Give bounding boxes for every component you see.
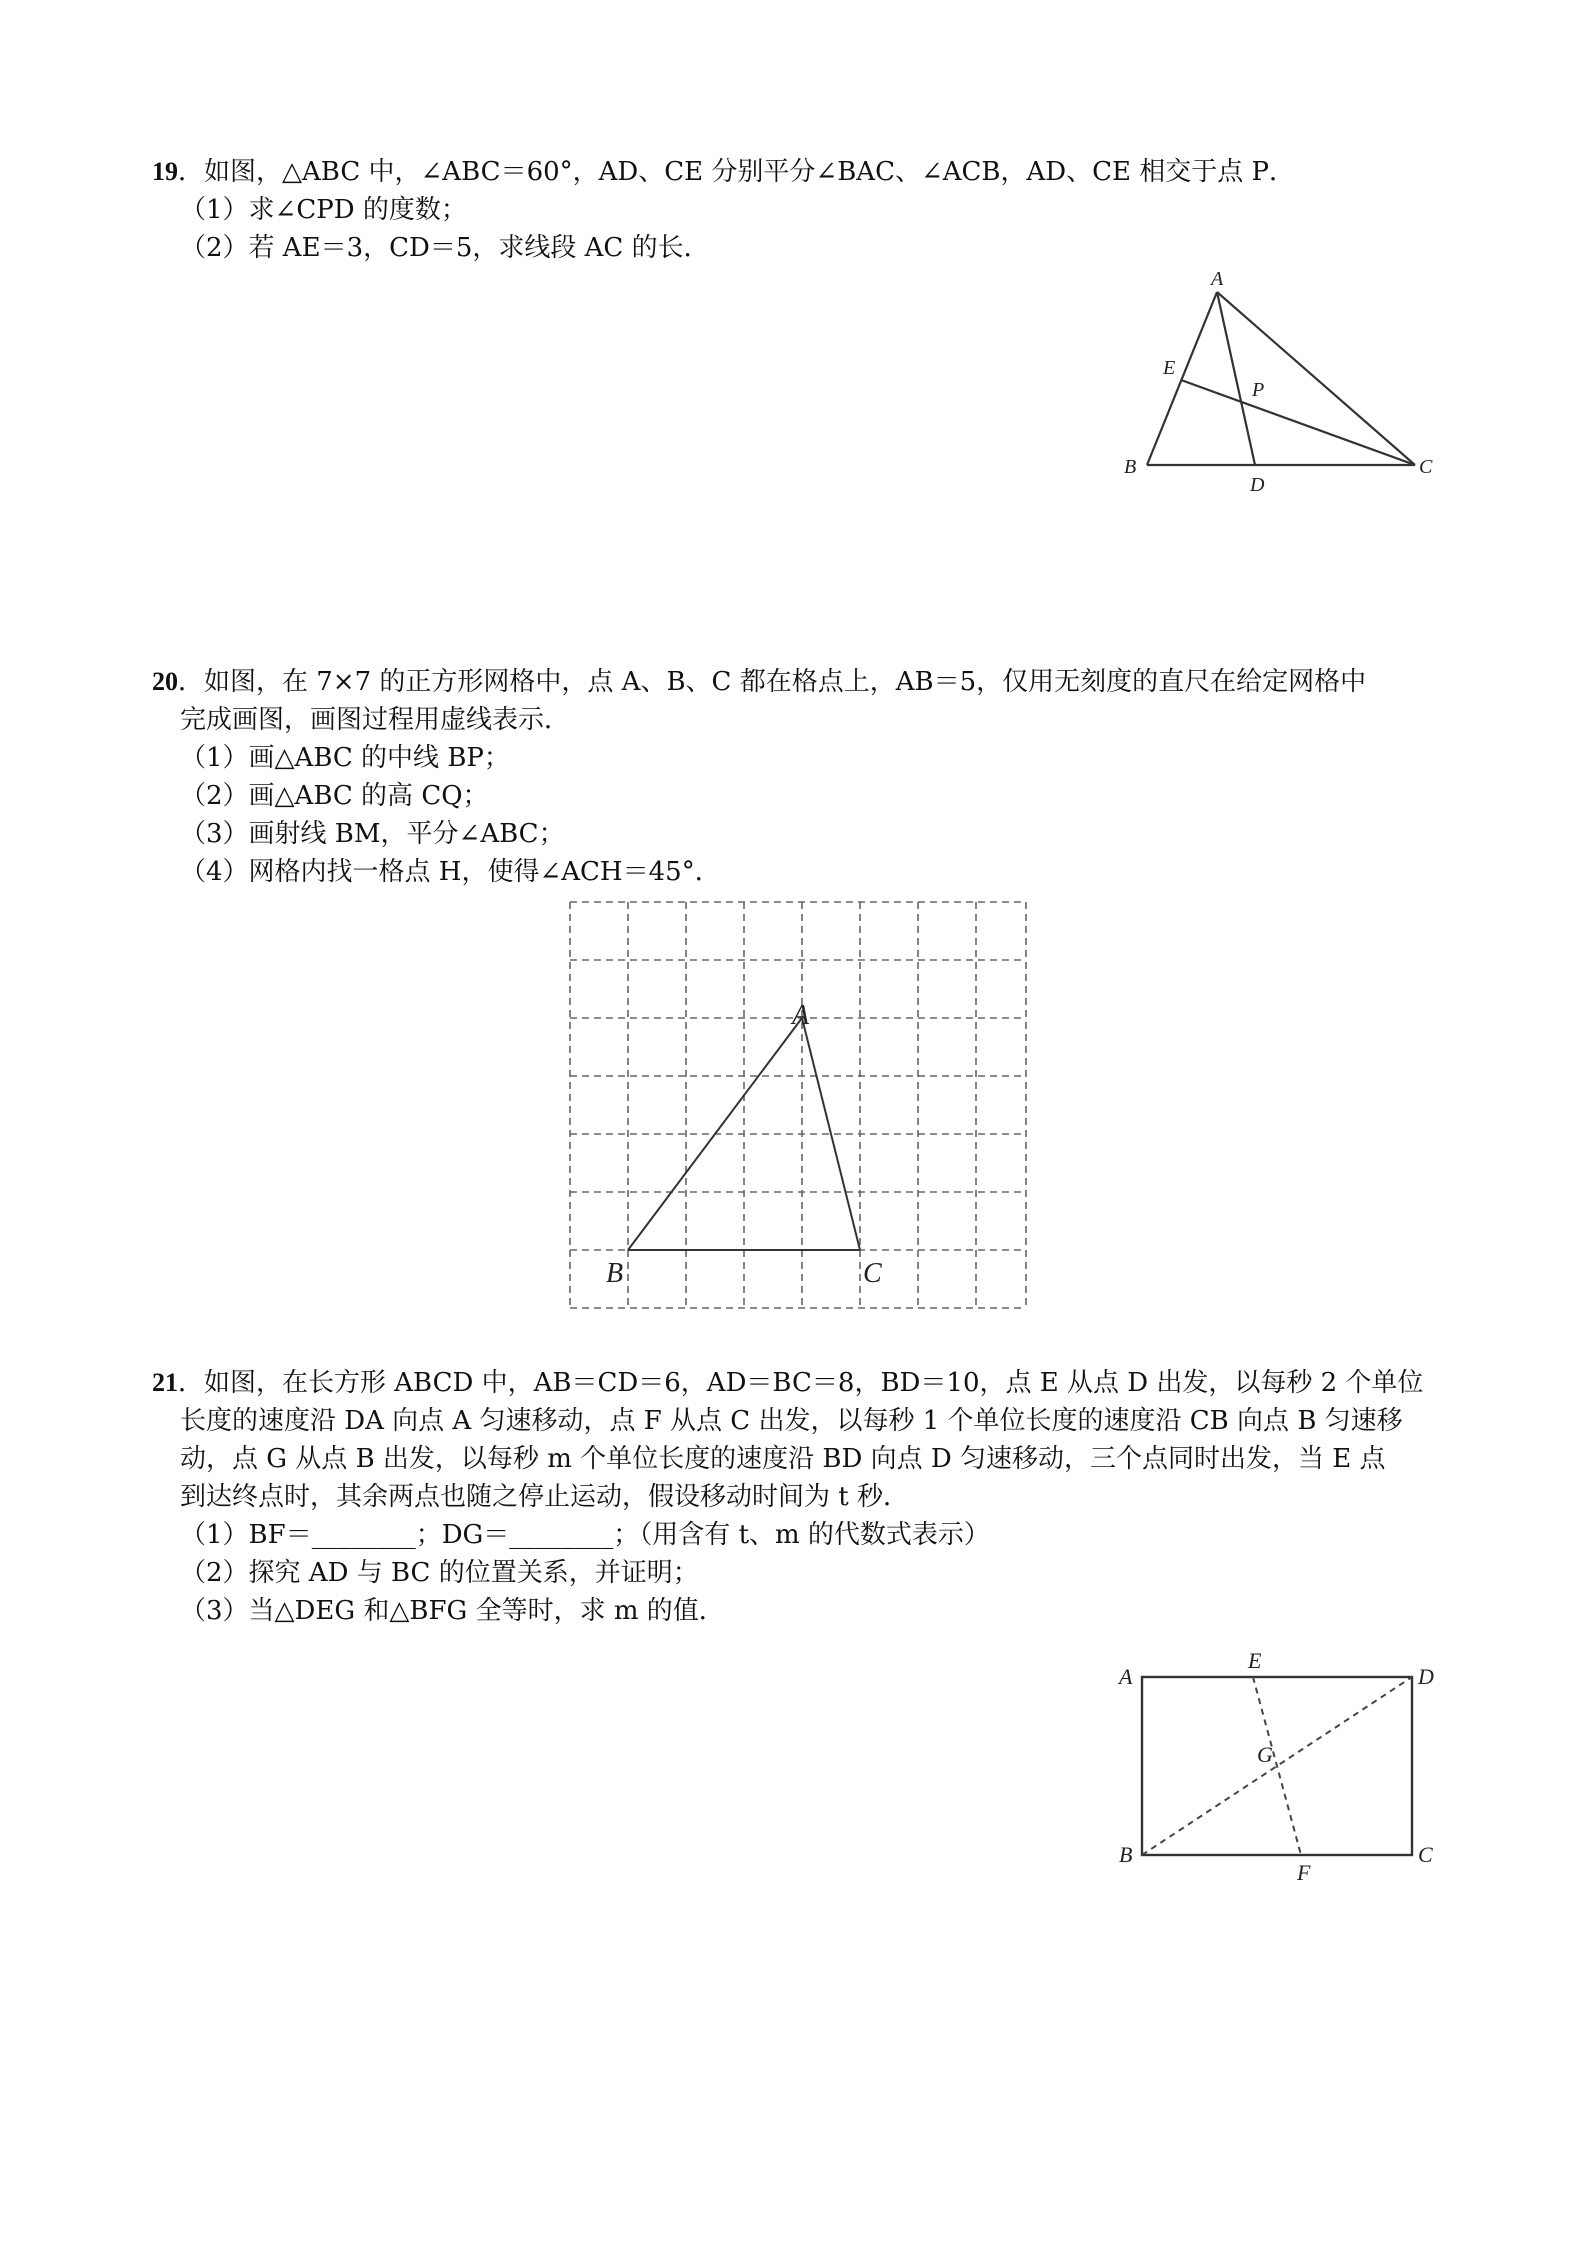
q21-part-3: （3）当△DEG 和△BFG 全等时，求 m 的值． bbox=[180, 1596, 725, 1626]
q20-number: 20 bbox=[152, 667, 178, 696]
q21-rectangle-figure bbox=[1105, 1640, 1455, 1890]
label-p: P bbox=[1252, 379, 1265, 401]
q21-part-2: （2）探究 AD 与 BC 的位置关系，并证明； bbox=[180, 1558, 699, 1588]
q19-triangle-figure bbox=[1110, 265, 1450, 505]
q19-part-2: （2）若 AE＝3，CD＝5，求线段 AC 的长． bbox=[180, 233, 710, 263]
q19-number: 19 bbox=[152, 157, 178, 186]
q20-grid-figure bbox=[560, 890, 1040, 1320]
segment-ad bbox=[1217, 292, 1255, 465]
label-d: D bbox=[1250, 474, 1265, 496]
label-g: G bbox=[1257, 1742, 1273, 1767]
q20-part-1: （1）画△ABC 的中线 BP； bbox=[180, 743, 510, 773]
label-c: C bbox=[863, 1258, 882, 1289]
label-e: E bbox=[1248, 1648, 1262, 1673]
q20-stem-line-1 bbox=[152, 664, 1366, 700]
q19-stem: ．如图，△ABC 中，∠ABC＝60°，AD、CE 分别平分∠BAC、∠ACB，AD、CE 相交于点 P． bbox=[178, 157, 1296, 187]
q20-part-4: （4）网格内找一格点 H，使得∠ACH＝45°． bbox=[180, 857, 721, 887]
label-b: B bbox=[1119, 1842, 1133, 1867]
label-a: A bbox=[1119, 1664, 1133, 1689]
label-b: B bbox=[1124, 456, 1137, 478]
q20-part-2: （2）画△ABC 的高 CQ； bbox=[180, 781, 489, 811]
label-f: F bbox=[1297, 1860, 1311, 1885]
label-a: A bbox=[792, 1000, 810, 1031]
q21-stem-line-4: 到达终点时，其余两点也随之停止运动，假设移动时间为 t 秒． bbox=[180, 1482, 909, 1512]
q21-stem-1: ．如图，在长方形 ABCD 中，AB＝CD＝6，AD＝BC＝8，BD＝10，点 E 从点 D 出发，以每秒 2 个单位 bbox=[178, 1368, 1424, 1398]
segment-ce bbox=[1181, 380, 1415, 465]
q20-part-3: （3）画射线 BM，平分∠ABC； bbox=[180, 819, 565, 849]
label-a: A bbox=[1211, 268, 1224, 290]
dashed-grid bbox=[570, 902, 1026, 1308]
label-b: B bbox=[606, 1258, 624, 1289]
label-e: E bbox=[1163, 357, 1176, 379]
q21-stem-line-1 bbox=[152, 1365, 1423, 1401]
label-c: C bbox=[1419, 456, 1433, 478]
q20-stem-1: ．如图，在 7×7 的正方形网格中，点 A、B、C 都在格点上，AB＝5，仅用无刻度的直尺在给定网格中 bbox=[178, 667, 1367, 697]
q19-stem-line bbox=[152, 154, 1295, 190]
q21-stem-line-3: 动，点 G 从点 B 出发，以每秒 m 个单位长度的速度沿 BD 向点 D 匀速移动，三个点同时出发，当 E 点 bbox=[180, 1444, 1386, 1474]
q19-part-1: （1）求∠CPD 的度数； bbox=[180, 195, 467, 225]
label-d: D bbox=[1418, 1664, 1434, 1689]
segment-ab bbox=[1147, 292, 1217, 465]
label-c: C bbox=[1418, 1842, 1433, 1867]
segment-ac bbox=[1217, 292, 1415, 465]
q21-part-1: （1）BF＝________；DG＝________；（用含有 t、m 的代数式表示） bbox=[180, 1520, 990, 1550]
q21-stem-line-2: 长度的速度沿 DA 向点 A 匀速移动，点 F 从点 C 出发，以每秒 1 个单位长度的速度沿 CB 向点 B 匀速移 bbox=[180, 1406, 1403, 1436]
q21-number: 21 bbox=[152, 1368, 178, 1397]
q20-stem-line-2: 完成画图，画图过程用虚线表示． bbox=[180, 705, 571, 735]
